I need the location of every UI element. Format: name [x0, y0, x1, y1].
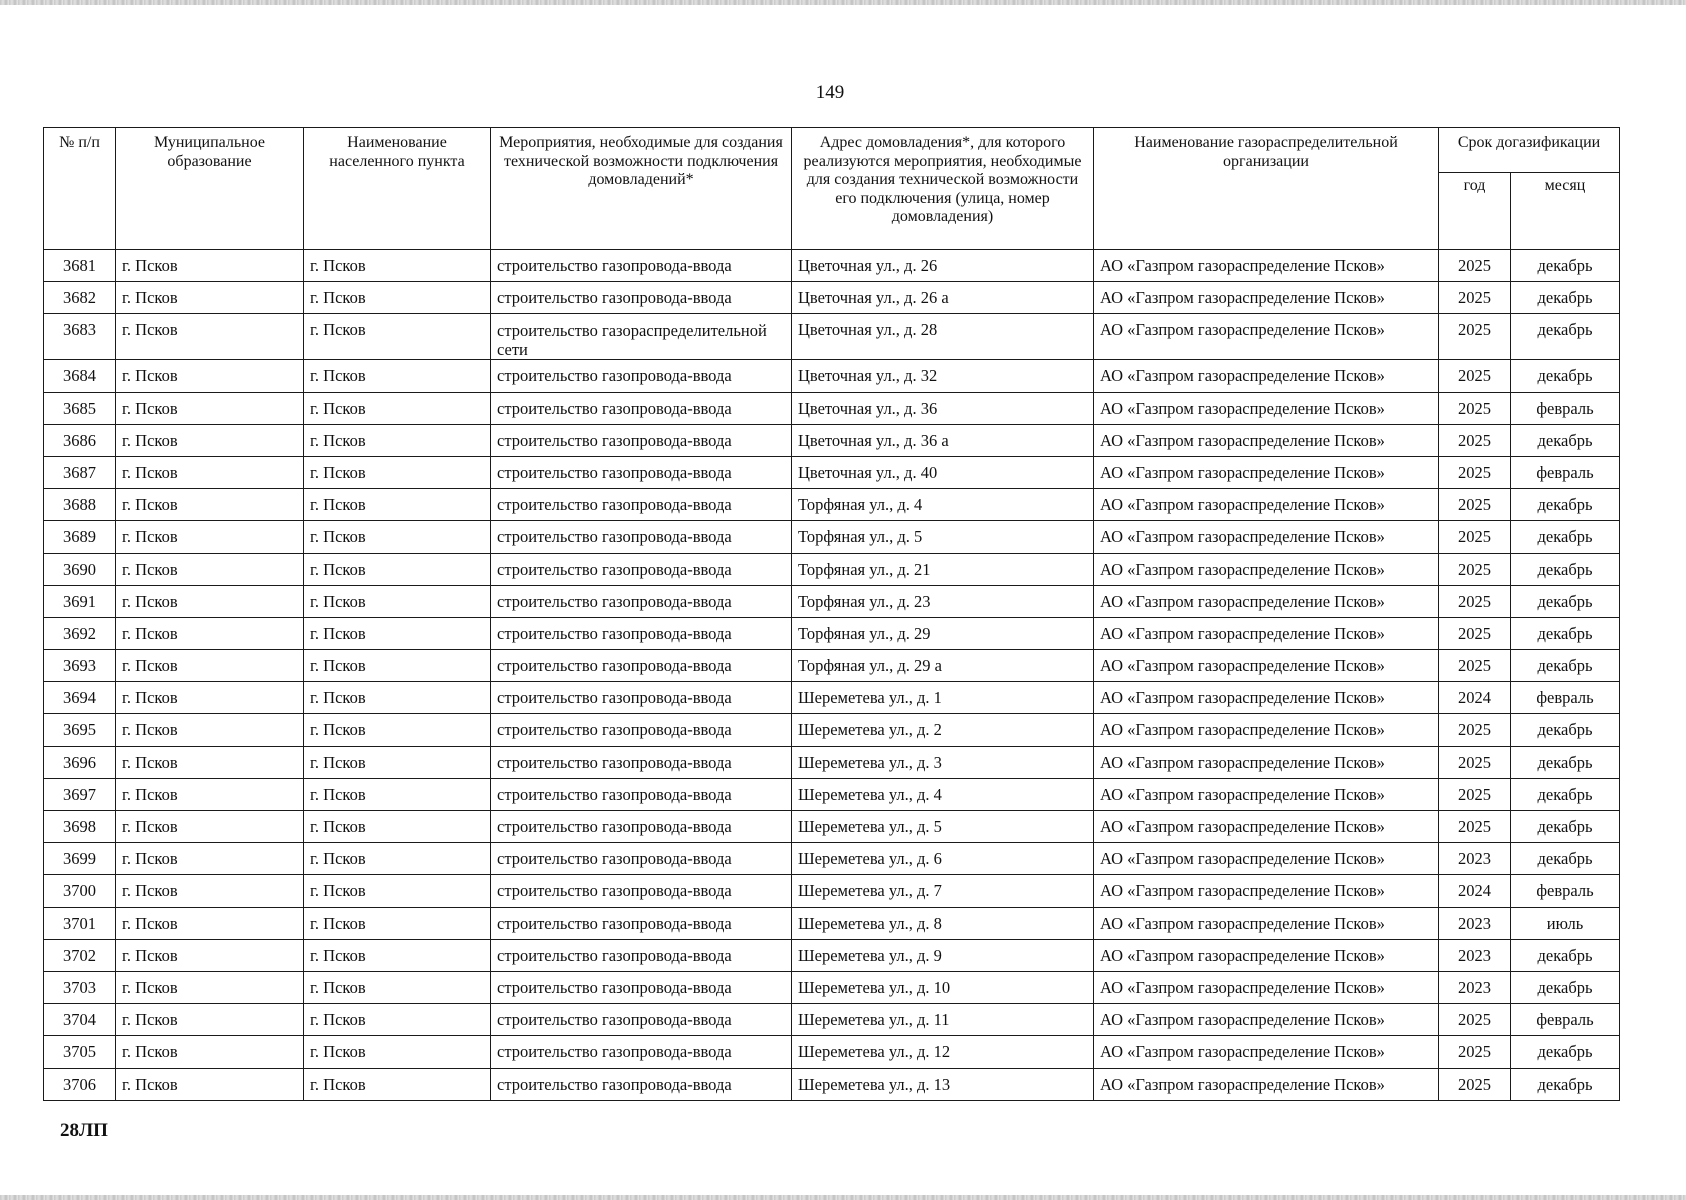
cell-year: 2025 — [1439, 456, 1511, 488]
cell-address: Цветочная ул., д. 26 а — [792, 282, 1094, 314]
cell-settlement: г. Псков — [304, 282, 491, 314]
cell-month: февраль — [1511, 392, 1620, 424]
cell-address: Цветочная ул., д. 28 — [792, 314, 1094, 360]
cell-year: 2024 — [1439, 682, 1511, 714]
cell-num: 3701 — [44, 907, 116, 939]
cell-measure: строительство газопровода-ввода — [491, 650, 792, 682]
cell-settlement: г. Псков — [304, 714, 491, 746]
cell-num: 3695 — [44, 714, 116, 746]
cell-address: Шереметева ул., д. 1 — [792, 682, 1094, 714]
cell-municipality: г. Псков — [116, 282, 304, 314]
cell-settlement: г. Псков — [304, 250, 491, 282]
cell-organization: АО «Газпром газораспределение Псков» — [1094, 843, 1439, 875]
cell-organization: АО «Газпром газораспределение Псков» — [1094, 907, 1439, 939]
cell-municipality: г. Псков — [116, 360, 304, 392]
cell-municipality: г. Псков — [116, 1036, 304, 1068]
cell-measure: строительство газопровода-ввода — [491, 282, 792, 314]
table-row — [44, 489, 1620, 521]
cell-measure: строительство газопровода-ввода — [491, 843, 792, 875]
cell-municipality: г. Псков — [116, 811, 304, 843]
cell-settlement: г. Псков — [304, 875, 491, 907]
cell-year: 2025 — [1439, 585, 1511, 617]
cell-municipality: г. Псков — [116, 971, 304, 1003]
cell-year: 2025 — [1439, 521, 1511, 553]
cell-month: декабрь — [1511, 746, 1620, 778]
cell-month: декабрь — [1511, 714, 1620, 746]
cell-organization: АО «Газпром газораспределение Псков» — [1094, 617, 1439, 649]
cell-year: 2025 — [1439, 250, 1511, 282]
cell-measure: строительство газопровода-ввода — [491, 971, 792, 1003]
table-row — [44, 1004, 1620, 1036]
cell-measure: строительство газопровода-ввода — [491, 811, 792, 843]
table-row — [44, 585, 1620, 617]
table-body — [44, 250, 1620, 1101]
cell-address: Шереметева ул., д. 6 — [792, 843, 1094, 875]
cell-year: 2025 — [1439, 650, 1511, 682]
cell-municipality: г. Псков — [116, 843, 304, 875]
table-row — [44, 875, 1620, 907]
header-month: месяц — [1511, 173, 1620, 250]
cell-organization: АО «Газпром газораспределение Псков» — [1094, 360, 1439, 392]
cell-month: декабрь — [1511, 971, 1620, 1003]
cell-address: Шереметева ул., д. 5 — [792, 811, 1094, 843]
cell-month: декабрь — [1511, 811, 1620, 843]
cell-organization: АО «Газпром газораспределение Псков» — [1094, 1068, 1439, 1100]
cell-year: 2025 — [1439, 489, 1511, 521]
cell-organization: АО «Газпром газораспределение Псков» — [1094, 650, 1439, 682]
cell-address: Цветочная ул., д. 36 — [792, 392, 1094, 424]
cell-month: декабрь — [1511, 585, 1620, 617]
cell-municipality: г. Псков — [116, 875, 304, 907]
header-term: Срок догазификации — [1439, 128, 1620, 173]
cell-settlement: г. Псков — [304, 392, 491, 424]
cell-measure: строительство газопровода-ввода — [491, 521, 792, 553]
cell-settlement: г. Псков — [304, 1068, 491, 1100]
cell-municipality: г. Псков — [116, 939, 304, 971]
cell-settlement: г. Псков — [304, 553, 491, 585]
cell-month: февраль — [1511, 1004, 1620, 1036]
cell-month: февраль — [1511, 682, 1620, 714]
cell-year: 2025 — [1439, 314, 1511, 360]
cell-address: Шереметева ул., д. 11 — [792, 1004, 1094, 1036]
cell-settlement: г. Псков — [304, 585, 491, 617]
cell-organization: АО «Газпром газораспределение Псков» — [1094, 282, 1439, 314]
table-row — [44, 392, 1620, 424]
table-row — [44, 314, 1620, 360]
table-row — [44, 282, 1620, 314]
cell-measure: строительство газопровода-ввода — [491, 1036, 792, 1068]
table-row — [44, 843, 1620, 875]
cell-organization: АО «Газпром газораспределение Псков» — [1094, 521, 1439, 553]
cell-num: 3693 — [44, 650, 116, 682]
cell-measure: строительство газопровода-ввода — [491, 875, 792, 907]
cell-num: 3685 — [44, 392, 116, 424]
cell-address: Шереметева ул., д. 7 — [792, 875, 1094, 907]
cell-measure: строительство газопровода-ввода — [491, 360, 792, 392]
cell-organization: АО «Газпром газораспределение Псков» — [1094, 682, 1439, 714]
cell-year: 2025 — [1439, 282, 1511, 314]
cell-address: Торфяная ул., д. 29 а — [792, 650, 1094, 682]
cell-municipality: г. Псков — [116, 778, 304, 810]
cell-num: 3687 — [44, 456, 116, 488]
header-measures: Мероприятия, необходимые для создания технической возможности подключения домовладений* — [491, 128, 792, 250]
cell-num: 3697 — [44, 778, 116, 810]
table-row — [44, 1036, 1620, 1068]
cell-month: декабрь — [1511, 424, 1620, 456]
cell-num: 3699 — [44, 843, 116, 875]
cell-settlement: г. Псков — [304, 456, 491, 488]
table-row — [44, 650, 1620, 682]
cell-settlement: г. Псков — [304, 811, 491, 843]
cell-address: Шереметева ул., д. 10 — [792, 971, 1094, 1003]
cell-municipality: г. Псков — [116, 650, 304, 682]
table-row — [44, 250, 1620, 282]
cell-settlement: г. Псков — [304, 907, 491, 939]
cell-month: декабрь — [1511, 650, 1620, 682]
cell-num: 3698 — [44, 811, 116, 843]
cell-settlement: г. Псков — [304, 843, 491, 875]
footer-code: 28ЛП — [60, 1120, 108, 1141]
cell-num: 3683 — [44, 314, 116, 360]
cell-month: декабрь — [1511, 489, 1620, 521]
cell-month: февраль — [1511, 875, 1620, 907]
cell-settlement: г. Псков — [304, 489, 491, 521]
cell-organization: АО «Газпром газораспределение Псков» — [1094, 778, 1439, 810]
table-row — [44, 971, 1620, 1003]
cell-address: Шереметева ул., д. 2 — [792, 714, 1094, 746]
cell-month: декабрь — [1511, 843, 1620, 875]
cell-organization: АО «Газпром газораспределение Псков» — [1094, 250, 1439, 282]
cell-num: 3705 — [44, 1036, 116, 1068]
cell-num: 3690 — [44, 553, 116, 585]
cell-num: 3694 — [44, 682, 116, 714]
cell-municipality: г. Псков — [116, 553, 304, 585]
cell-address: Шереметева ул., д. 9 — [792, 939, 1094, 971]
header-settlement: Наименование населенного пункта — [304, 128, 491, 250]
cell-settlement: г. Псков — [304, 360, 491, 392]
cell-month: декабрь — [1511, 553, 1620, 585]
cell-measure: строительство газопровода-ввода — [491, 617, 792, 649]
cell-municipality: г. Псков — [116, 250, 304, 282]
header-year: год — [1439, 173, 1511, 250]
header-address: Адрес домовладения*, для которого реализуются мероприятия, необходимые для создания технической возможности его подключения (улица, номер домовладения) — [792, 128, 1094, 250]
cell-settlement: г. Псков — [304, 939, 491, 971]
scan-edge-top — [0, 0, 1686, 5]
cell-settlement: г. Псков — [304, 971, 491, 1003]
cell-month: декабрь — [1511, 1068, 1620, 1100]
cell-month: июль — [1511, 907, 1620, 939]
cell-organization: АО «Газпром газораспределение Псков» — [1094, 1004, 1439, 1036]
cell-measure: строительство газопровода-ввода — [491, 1068, 792, 1100]
cell-organization: АО «Газпром газораспределение Псков» — [1094, 939, 1439, 971]
cell-year: 2025 — [1439, 360, 1511, 392]
scan-edge-bottom — [0, 1195, 1686, 1200]
table-row — [44, 811, 1620, 843]
cell-settlement: г. Псков — [304, 682, 491, 714]
cell-month: декабрь — [1511, 939, 1620, 971]
cell-municipality: г. Псков — [116, 682, 304, 714]
cell-municipality: г. Псков — [116, 314, 304, 360]
cell-settlement: г. Псков — [304, 617, 491, 649]
cell-month: декабрь — [1511, 617, 1620, 649]
cell-num: 3692 — [44, 617, 116, 649]
cell-year: 2025 — [1439, 392, 1511, 424]
cell-organization: АО «Газпром газораспределение Псков» — [1094, 585, 1439, 617]
cell-address: Цветочная ул., д. 40 — [792, 456, 1094, 488]
cell-measure: строительство газопровода-ввода — [491, 250, 792, 282]
cell-address: Шереметева ул., д. 12 — [792, 1036, 1094, 1068]
cell-num: 3702 — [44, 939, 116, 971]
cell-municipality: г. Псков — [116, 585, 304, 617]
cell-organization: АО «Газпром газораспределение Псков» — [1094, 971, 1439, 1003]
cell-month: февраль — [1511, 456, 1620, 488]
cell-year: 2025 — [1439, 424, 1511, 456]
cell-settlement: г. Псков — [304, 314, 491, 360]
cell-num: 3703 — [44, 971, 116, 1003]
cell-settlement: г. Псков — [304, 424, 491, 456]
cell-address: Шереметева ул., д. 3 — [792, 746, 1094, 778]
cell-year: 2025 — [1439, 1004, 1511, 1036]
table-row — [44, 778, 1620, 810]
cell-measure: строительство газопровода-ввода — [491, 746, 792, 778]
cell-year: 2023 — [1439, 907, 1511, 939]
cell-year: 2025 — [1439, 1068, 1511, 1100]
header-municipality: Муниципальное образование — [116, 128, 304, 250]
cell-measure: строительство газопровода-ввода — [491, 682, 792, 714]
cell-address: Торфяная ул., д. 5 — [792, 521, 1094, 553]
cell-year: 2025 — [1439, 746, 1511, 778]
cell-num: 3696 — [44, 746, 116, 778]
header-num: № п/п — [44, 128, 116, 250]
cell-address: Торфяная ул., д. 4 — [792, 489, 1094, 521]
cell-municipality: г. Псков — [116, 1068, 304, 1100]
cell-municipality: г. Псков — [116, 392, 304, 424]
cell-municipality: г. Псков — [116, 456, 304, 488]
cell-measure: строительство газопровода-ввода — [491, 553, 792, 585]
cell-organization: АО «Газпром газораспределение Псков» — [1094, 489, 1439, 521]
cell-organization: АО «Газпром газораспределение Псков» — [1094, 392, 1439, 424]
cell-year: 2025 — [1439, 811, 1511, 843]
cell-year: 2023 — [1439, 971, 1511, 1003]
cell-organization: АО «Газпром газораспределение Псков» — [1094, 746, 1439, 778]
cell-settlement: г. Псков — [304, 778, 491, 810]
table-row — [44, 939, 1620, 971]
cell-settlement: г. Псков — [304, 746, 491, 778]
cell-month: декабрь — [1511, 250, 1620, 282]
cell-measure: строительство газопровода-ввода — [491, 714, 792, 746]
cell-address: Цветочная ул., д. 32 — [792, 360, 1094, 392]
cell-month: декабрь — [1511, 1036, 1620, 1068]
cell-organization: АО «Газпром газораспределение Псков» — [1094, 553, 1439, 585]
cell-municipality: г. Псков — [116, 714, 304, 746]
cell-month: декабрь — [1511, 778, 1620, 810]
table-row — [44, 553, 1620, 585]
cell-settlement: г. Псков — [304, 1036, 491, 1068]
cell-measure: строительство газопровода-ввода — [491, 907, 792, 939]
cell-year: 2023 — [1439, 939, 1511, 971]
table-row — [44, 360, 1620, 392]
cell-measure: строительство газопровода-ввода — [491, 939, 792, 971]
table-row — [44, 424, 1620, 456]
cell-organization: АО «Газпром газораспределение Псков» — [1094, 714, 1439, 746]
cell-month: декабрь — [1511, 314, 1620, 360]
cell-measure: строительство газораспределительной сети — [491, 314, 792, 360]
cell-num: 3686 — [44, 424, 116, 456]
cell-measure: строительство газопровода-ввода — [491, 585, 792, 617]
cell-measure: строительство газопровода-ввода — [491, 778, 792, 810]
header-organization: Наименование газораспределительной организации — [1094, 128, 1439, 250]
cell-municipality: г. Псков — [116, 746, 304, 778]
cell-settlement: г. Псков — [304, 521, 491, 553]
cell-address: Цветочная ул., д. 36 а — [792, 424, 1094, 456]
cell-year: 2024 — [1439, 875, 1511, 907]
table-row — [44, 714, 1620, 746]
cell-settlement: г. Псков — [304, 1004, 491, 1036]
cell-address: Шереметева ул., д. 13 — [792, 1068, 1094, 1100]
table-row — [44, 456, 1620, 488]
cell-address: Торфяная ул., д. 23 — [792, 585, 1094, 617]
cell-num: 3691 — [44, 585, 116, 617]
cell-month: декабрь — [1511, 360, 1620, 392]
cell-municipality: г. Псков — [116, 521, 304, 553]
table-row — [44, 1068, 1620, 1100]
cell-year: 2023 — [1439, 843, 1511, 875]
cell-municipality: г. Псков — [116, 424, 304, 456]
cell-measure: строительство газопровода-ввода — [491, 392, 792, 424]
cell-municipality: г. Псков — [116, 1004, 304, 1036]
cell-organization: АО «Газпром газораспределение Псков» — [1094, 314, 1439, 360]
cell-organization: АО «Газпром газораспределение Псков» — [1094, 875, 1439, 907]
cell-municipality: г. Псков — [116, 617, 304, 649]
table-row — [44, 521, 1620, 553]
cell-month: декабрь — [1511, 521, 1620, 553]
cell-year: 2025 — [1439, 714, 1511, 746]
page-number: 149 — [815, 82, 845, 103]
cell-year: 2025 — [1439, 617, 1511, 649]
cell-municipality: г. Псков — [116, 907, 304, 939]
cell-address: Торфяная ул., д. 29 — [792, 617, 1094, 649]
cell-num: 3682 — [44, 282, 116, 314]
cell-organization: АО «Газпром газораспределение Псков» — [1094, 811, 1439, 843]
gasification-table — [43, 127, 1620, 1101]
cell-year: 2025 — [1439, 553, 1511, 585]
cell-address: Цветочная ул., д. 26 — [792, 250, 1094, 282]
cell-num: 3704 — [44, 1004, 116, 1036]
table-header — [44, 128, 1620, 250]
cell-num: 3688 — [44, 489, 116, 521]
table-row — [44, 682, 1620, 714]
cell-measure: строительство газопровода-ввода — [491, 456, 792, 488]
cell-num: 3689 — [44, 521, 116, 553]
cell-month: декабрь — [1511, 282, 1620, 314]
cell-address: Шереметева ул., д. 8 — [792, 907, 1094, 939]
table-row — [44, 746, 1620, 778]
cell-settlement: г. Псков — [304, 650, 491, 682]
cell-num: 3681 — [44, 250, 116, 282]
cell-measure: строительство газопровода-ввода — [491, 489, 792, 521]
cell-organization: АО «Газпром газораспределение Псков» — [1094, 1036, 1439, 1068]
cell-address: Торфяная ул., д. 21 — [792, 553, 1094, 585]
cell-address: Шереметева ул., д. 4 — [792, 778, 1094, 810]
cell-num: 3706 — [44, 1068, 116, 1100]
cell-num: 3684 — [44, 360, 116, 392]
cell-municipality: г. Псков — [116, 489, 304, 521]
cell-num: 3700 — [44, 875, 116, 907]
cell-organization: АО «Газпром газораспределение Псков» — [1094, 456, 1439, 488]
cell-measure: строительство газопровода-ввода — [491, 424, 792, 456]
cell-measure: строительство газопровода-ввода — [491, 1004, 792, 1036]
cell-organization: АО «Газпром газораспределение Псков» — [1094, 424, 1439, 456]
cell-year: 2025 — [1439, 1036, 1511, 1068]
table-row — [44, 907, 1620, 939]
table-row — [44, 617, 1620, 649]
cell-year: 2025 — [1439, 778, 1511, 810]
